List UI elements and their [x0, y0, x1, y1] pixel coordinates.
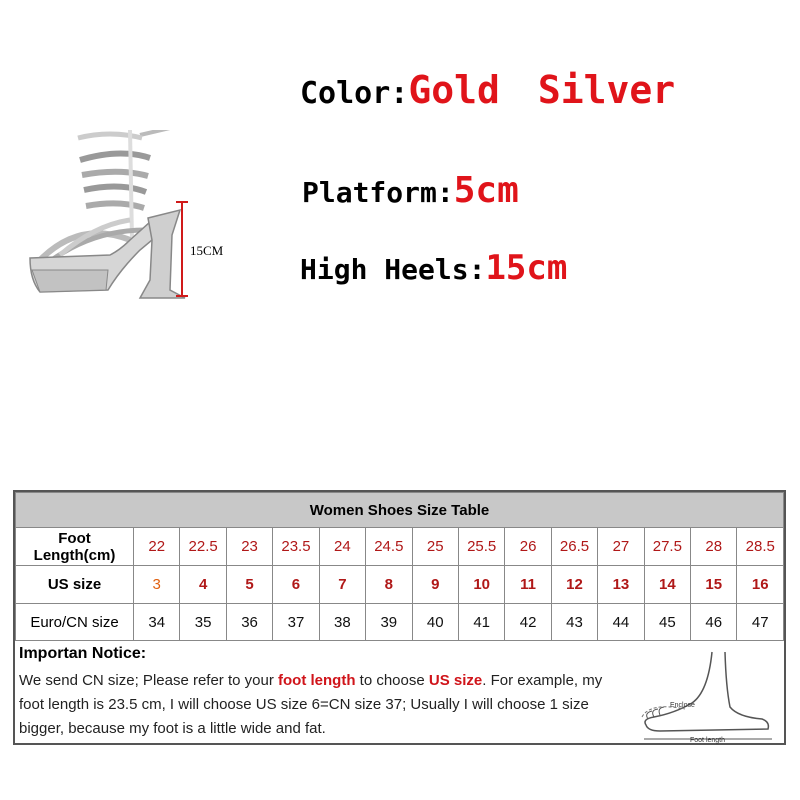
- table-cell: 27: [598, 528, 644, 566]
- heel-label: High Heels:: [300, 253, 486, 286]
- dimension-label: 15CM: [190, 243, 224, 258]
- spec-heel: [300, 248, 567, 288]
- table-cell: 23.5: [273, 528, 319, 566]
- table-cell: 10: [458, 566, 504, 604]
- notice-highlight-us-size: US size: [428, 672, 483, 689]
- notice-highlight-foot-length: foot length: [278, 672, 356, 689]
- platform-value: 5cm: [453, 170, 519, 211]
- table-cell: 26.5: [551, 528, 597, 566]
- table-cell: 36: [226, 604, 272, 641]
- table-cell: 24.5: [366, 528, 412, 566]
- table-row: [16, 604, 784, 641]
- size-table: [13, 490, 786, 745]
- table-cell: 14: [644, 566, 690, 604]
- table-title: Women Shoes Size Table: [16, 493, 784, 528]
- foot-diagram: [630, 647, 780, 747]
- color-silver: Silver: [537, 68, 676, 112]
- table-cell: 39: [366, 604, 412, 641]
- table-cell: 24: [319, 528, 365, 566]
- heel-value: 15cm: [485, 248, 568, 288]
- diagram-foot-length-label: Foot length: [690, 737, 726, 744]
- table-cell: 45: [644, 604, 690, 641]
- table-cell: 5: [226, 566, 272, 604]
- table-cell: 3: [134, 566, 180, 604]
- table-cell: 7: [319, 566, 365, 604]
- row-label-us-size: US size: [16, 566, 134, 604]
- spec-color: [300, 68, 675, 112]
- table-cell: 34: [134, 604, 180, 641]
- table-cell: 25.5: [458, 528, 504, 566]
- table-cell: 22: [134, 528, 180, 566]
- table-row: [16, 566, 784, 604]
- table-cell: 37: [273, 604, 319, 641]
- table-cell: 28: [691, 528, 737, 566]
- notice-text-1: We send CN size; Please refer to your: [19, 672, 278, 689]
- table-cell: 41: [458, 604, 504, 641]
- color-label: Color:: [300, 76, 409, 111]
- table-cell: 35: [180, 604, 226, 641]
- diagram-enclose-label: Enclose: [670, 702, 695, 709]
- row-label-foot-length: Foot Length(cm): [16, 528, 134, 566]
- table-cell: 4: [180, 566, 226, 604]
- table-cell: 22.5: [180, 528, 226, 566]
- table-cell: 42: [505, 604, 551, 641]
- table-cell: 9: [412, 566, 458, 604]
- table-cell: 26: [505, 528, 551, 566]
- notice-section: [15, 641, 784, 751]
- table-cell: 8: [366, 566, 412, 604]
- color-gold: Gold: [408, 68, 500, 112]
- notice-text: [19, 669, 619, 741]
- table-cell: 13: [598, 566, 644, 604]
- table-cell: 43: [551, 604, 597, 641]
- table-cell: 28.5: [737, 528, 784, 566]
- table-cell: 44: [598, 604, 644, 641]
- spec-platform: [302, 170, 519, 211]
- table-cell: 12: [551, 566, 597, 604]
- table-cell: 38: [319, 604, 365, 641]
- table-cell: 16: [737, 566, 784, 604]
- table-cell: 11: [505, 566, 551, 604]
- table-cell: 15: [691, 566, 737, 604]
- table-cell: 6: [273, 566, 319, 604]
- table-cell: 27.5: [644, 528, 690, 566]
- table-cell: 25: [412, 528, 458, 566]
- row-label-euro-cn-size: Euro/CN size: [16, 604, 134, 641]
- notice-text-3: . For example, my foot length is 23.5 cm, I will choose US size 6=CN size 37; Usually I will choose 1 size bigger, because my foot is a little wide and fat.: [19, 672, 603, 737]
- table-cell: 46: [691, 604, 737, 641]
- notice-title: Importan Notice:: [19, 645, 147, 662]
- platform-label: Platform:: [302, 176, 454, 209]
- table-cell: 23: [226, 528, 272, 566]
- table-row: [16, 528, 784, 566]
- shoe-image: [20, 130, 260, 320]
- table-cell: 47: [737, 604, 784, 641]
- table-cell: 40: [412, 604, 458, 641]
- notice-text-2: to choose: [355, 672, 429, 689]
